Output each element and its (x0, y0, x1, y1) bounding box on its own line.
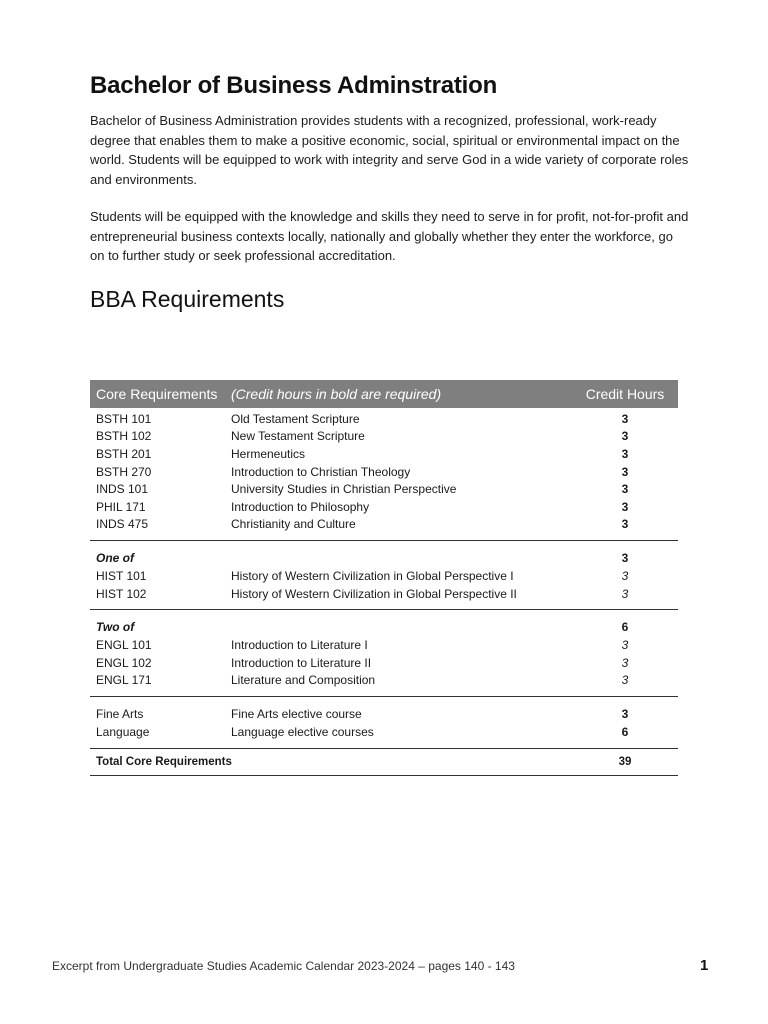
total-row (90, 748, 678, 775)
course-credits: 3 (572, 697, 678, 724)
table-row (90, 498, 678, 516)
course-title: University Studies in Christian Perspective (231, 482, 457, 497)
course-title: New Testament Scripture (231, 429, 365, 444)
page-number: 1 (700, 957, 709, 974)
course-credits: 3 (621, 586, 629, 601)
course-credits: 3 (621, 568, 629, 583)
requirements-table (90, 380, 678, 776)
course-credits: 3 (621, 499, 629, 514)
course-code: BSTH 201 (96, 446, 152, 461)
header-core-requirements: Core Requirements (90, 380, 231, 408)
course-title: Literature and Composition (231, 673, 376, 688)
footer-text: Excerpt from Undergraduate Studies Academic Calendar 2023-2024 – pages 140 - 143 (52, 959, 515, 973)
course-code: BSTH 101 (96, 411, 152, 426)
table-header-row (90, 380, 678, 408)
course-code: BSTH 270 (96, 464, 152, 479)
table-row (90, 428, 678, 446)
course-code: Language (96, 724, 150, 739)
table-row (90, 463, 678, 481)
course-title: Christianity and Culture (231, 517, 356, 532)
course-credits: 3 (621, 517, 629, 532)
course-title: Introduction to Philosophy (231, 499, 370, 514)
course-title: Introduction to Literature II (231, 655, 372, 670)
course-credits: 3 (621, 411, 629, 426)
table-row (90, 408, 678, 428)
course-code: BSTH 102 (96, 429, 152, 444)
course-code: INDS 475 (96, 517, 149, 532)
course-title: Introduction to Christian Theology (231, 464, 411, 479)
table-row (90, 697, 678, 724)
table-row (90, 636, 678, 654)
table-row (90, 567, 678, 585)
group-label: One of (90, 541, 231, 568)
course-title: Language elective courses (231, 724, 374, 739)
course-title: Old Testament Scripture (231, 411, 360, 426)
course-code: HIST 101 (96, 568, 147, 583)
course-title: History of Western Civilization in Global Perspective II (231, 586, 517, 601)
course-code: HIST 102 (96, 586, 147, 601)
header-note: (Credit hours in bold are required) (231, 380, 572, 408)
total-credits: 39 (572, 748, 678, 775)
course-code: INDS 101 (96, 482, 149, 497)
page-title: Bachelor of Business Adminstration (90, 72, 498, 99)
course-title: Introduction to Literature I (231, 638, 368, 653)
group-credits: 6 (572, 610, 678, 637)
course-code: ENGL 101 (96, 638, 152, 653)
table-row (90, 445, 678, 463)
table-row (90, 480, 678, 498)
course-code: ENGL 102 (96, 655, 152, 670)
course-credits: 3 (621, 638, 629, 653)
table-row (90, 723, 678, 748)
one-of-group-header (90, 541, 678, 568)
total-label: Total Core Requirements (90, 748, 572, 775)
group-credits: 3 (572, 541, 678, 568)
table-row (90, 516, 678, 541)
course-credits: 3 (621, 482, 629, 497)
table-row (90, 672, 678, 697)
course-credits: 3 (621, 446, 629, 461)
course-credits: 3 (621, 429, 629, 444)
section-title: BBA Requirements (90, 286, 285, 312)
course-credits: 3 (621, 464, 629, 479)
course-credits: 3 (621, 673, 629, 688)
course-title: History of Western Civilization in Global Perspective I (231, 568, 514, 583)
course-credits: 6 (621, 724, 629, 739)
outcomes-paragraph: Students will be equipped with the knowledge and skills they need to serve in for profit, not-for-profit and entrepreneurial business contexts locally, nationally and globally whether they enter the workforce, go on to further study or seek professional accreditation. (90, 209, 689, 263)
course-code: PHIL 171 (96, 499, 146, 514)
course-credits: 3 (621, 655, 629, 670)
table-row (90, 654, 678, 672)
course-code: ENGL 171 (96, 673, 152, 688)
header-credit-hours: Credit Hours (572, 380, 678, 408)
two-of-group-header (90, 610, 678, 637)
group-label: Two of (90, 610, 231, 637)
course-title: Hermeneutics (231, 446, 306, 461)
intro-paragraph: Bachelor of Business Administration provides students with a recognized, professional, work-ready degree that enables them to make a positive economic, social, spiritual or environmental impact on the world. Students will be equipped to work with integrity and serve God in a wide variety of corporate roles and environments. (90, 113, 689, 187)
course-title: Fine Arts elective course (231, 697, 572, 724)
table-row (90, 585, 678, 610)
course-code: Fine Arts (90, 697, 231, 724)
